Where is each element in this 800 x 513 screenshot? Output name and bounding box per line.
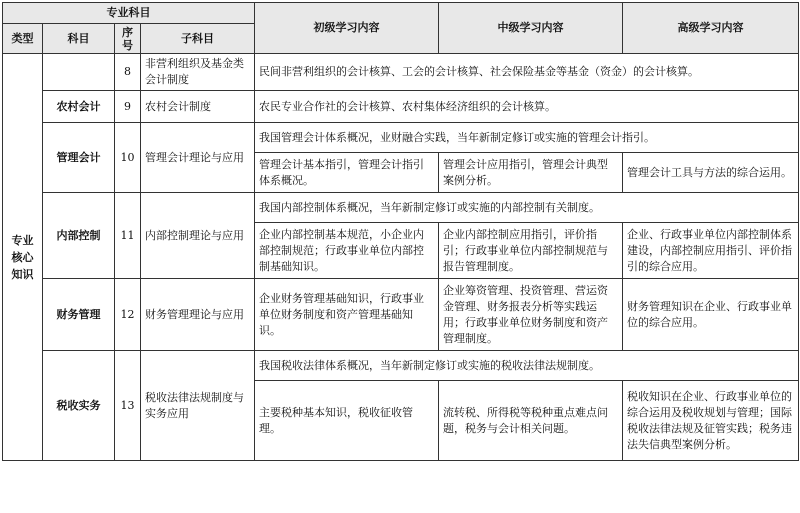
junior-content-cell: 企业内部控制基本规范，小企业内部控制规范；行政事业单位内部控制基础知识。 [255,223,439,279]
seq-cell: 11 [115,193,141,279]
shared-content-cell: 农民专业合作社的会计核算、农村集体经济组织的会计核算。 [255,91,799,123]
seq-cell: 10 [115,123,141,193]
subject-cell-empty [43,54,115,91]
table-row [3,91,799,123]
type-header: 类型 [3,24,43,54]
type-cell: 专业核心知识 [3,54,43,461]
subject-cell: 内部控制 [43,193,115,279]
junior-content-cell: 管理会计基本指引，管理会计指引体系概况。 [255,153,439,193]
shared-content-cell: 我国管理会计体系概况，业财融合实践，当年新制定修订或实施的管理会计指引。 [255,123,799,153]
intermediate-content-cell: 企业筹资管理、投资管理、营运资金管理、财务报表分析等实践运用；行政事业单位财务制度和资产管理制度。 [439,279,623,351]
table-row [3,193,799,223]
sub-subject-cell: 管理会计理论与应用 [141,123,255,193]
seq-cell: 12 [115,279,141,351]
intermediate-content-cell: 管理会计应用指引，管理会计典型案例分析。 [439,153,623,193]
shared-content-cell: 我国内部控制体系概况，当年新制定修订或实施的内部控制有关制度。 [255,193,799,223]
junior-content-header: 初级学习内容 [255,3,439,54]
seq-cell: 8 [115,54,141,91]
shared-content-cell: 民间非营利组织的会计核算、工会的会计核算、社会保险基金等基金（资金）的会计核算。 [255,54,799,91]
sub-subject-cell: 非营利组织及基金类会计制度 [141,54,255,91]
intermediate-content-header: 中级学习内容 [439,3,623,54]
professional-subjects-header: 专业科目 [3,3,255,24]
seq-cell: 9 [115,91,141,123]
senior-content-header: 高级学习内容 [623,3,799,54]
subject-cell: 财务管理 [43,279,115,351]
seq-header: 序号 [115,24,141,54]
sub-subject-header: 子科目 [141,24,255,54]
table-row [3,54,799,91]
sub-subject-cell: 税收法律法规制度与实务应用 [141,351,255,461]
senior-content-cell: 管理会计工具与方法的综合运用。 [623,153,799,193]
subject-cell: 税收实务 [43,351,115,461]
table-row [3,123,799,153]
sub-subject-cell: 农村会计制度 [141,91,255,123]
shared-content-cell: 我国税收法律体系概况，当年新制定修订或实施的税收法律法规制度。 [255,351,799,381]
subject-header: 科目 [43,24,115,54]
seq-cell: 13 [115,351,141,461]
table-row [3,351,799,381]
sub-subject-cell: 财务管理理论与应用 [141,279,255,351]
senior-content-cell: 财务管理知识在企业、行政事业单位的综合应用。 [623,279,799,351]
intermediate-content-cell: 流转税、所得税等税种重点难点问题，税务与会计相关问题。 [439,381,623,461]
junior-content-cell: 企业财务管理基础知识，行政事业单位财务制度和资产管理基础知识。 [255,279,439,351]
senior-content-cell: 企业、行政事业单位内部控制体系建设，内部控制应用指引、评价指引的综合应用。 [623,223,799,279]
table-row [3,279,799,351]
subject-cell: 管理会计 [43,123,115,193]
subject-cell: 农村会计 [43,91,115,123]
junior-content-cell: 主要税种基本知识，税收征收管理。 [255,381,439,461]
senior-content-cell: 税收知识在企业、行政事业单位的综合运用及税收规划与管理；国际税收法律法规及征管实践；税务违法失信典型案例分析。 [623,381,799,461]
intermediate-content-cell: 企业内部控制应用指引，评价指引；行政事业单位内部控制规范与报告管理制度。 [439,223,623,279]
sub-subject-cell: 内部控制理论与应用 [141,193,255,279]
learning-content-table [2,2,799,461]
